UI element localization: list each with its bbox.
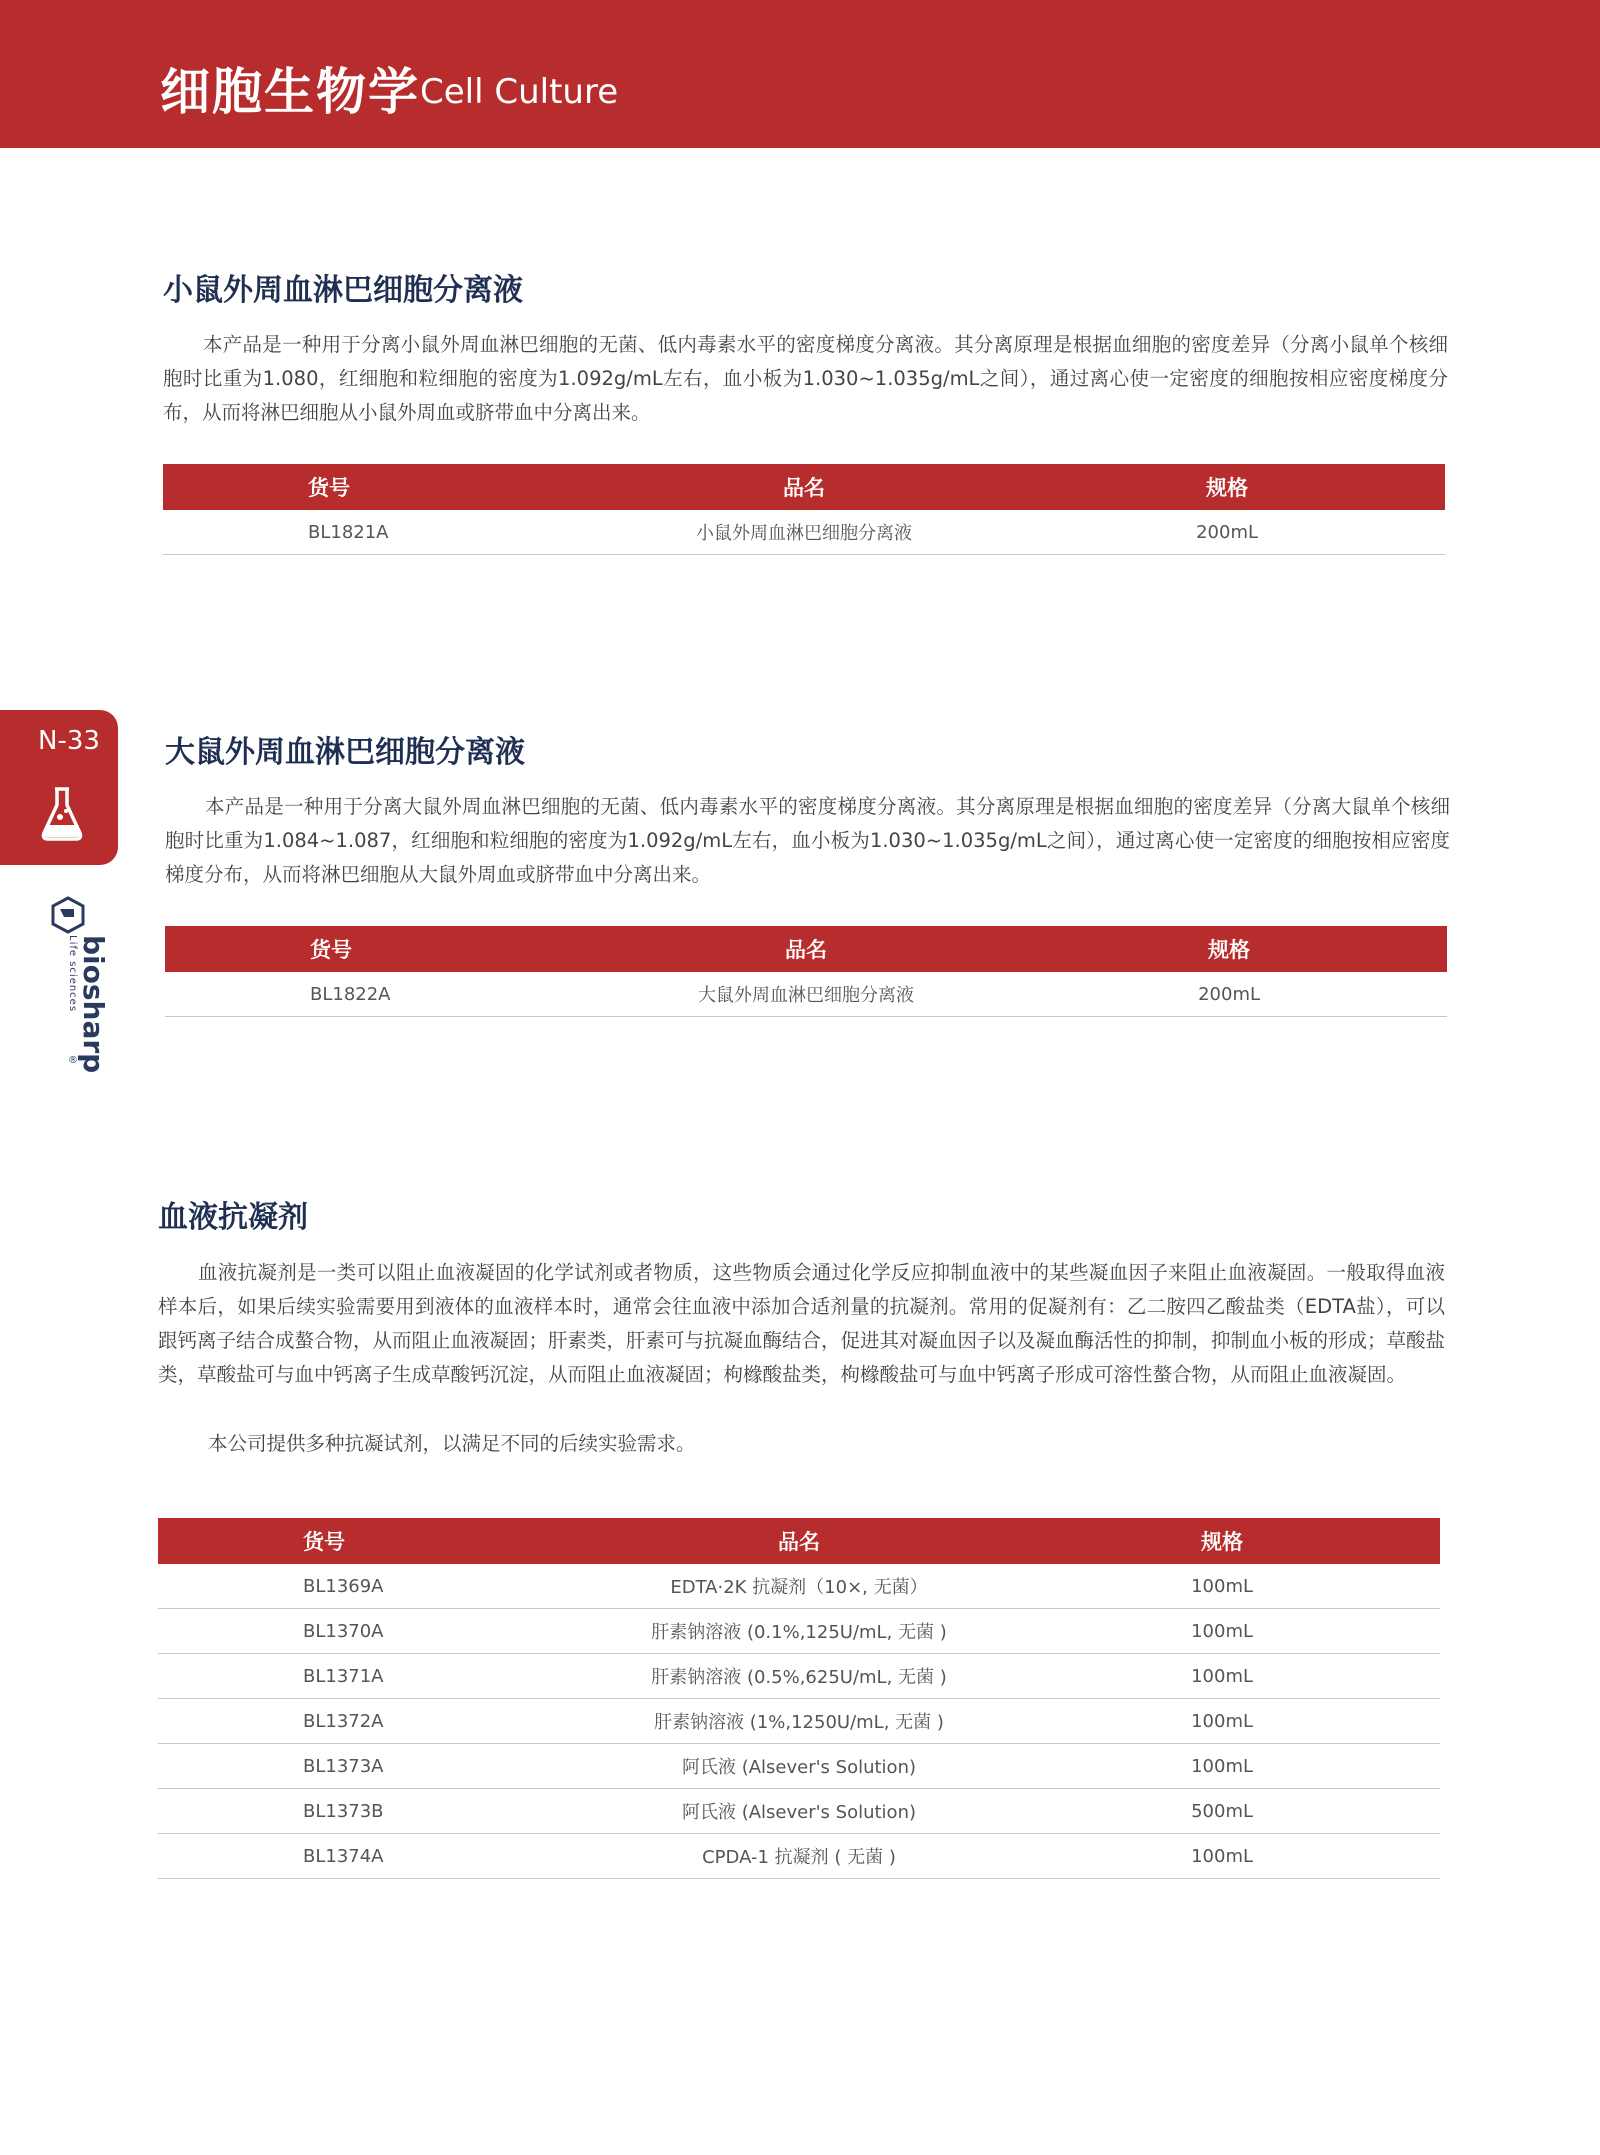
cell-name: 肝素钠溶液 (1%,1250U/mL, 无菌 ) bbox=[594, 1699, 1004, 1744]
cell-name: 大鼠外周血淋巴细胞分离液 bbox=[601, 972, 1011, 1017]
cell-name: 小鼠外周血淋巴细胞分离液 bbox=[599, 510, 1009, 555]
section-title-anticoagulant: 血液抗凝剂 bbox=[158, 1200, 308, 1235]
column-header-spec: 规格 bbox=[1011, 926, 1447, 972]
header-title-cn: 细胞生物学 bbox=[160, 63, 420, 121]
cell-sku: BL1373B bbox=[158, 1789, 594, 1834]
cell-name: 肝素钠溶液 (0.5%,625U/mL, 无菌 ) bbox=[594, 1654, 1004, 1699]
section-description-anticoagulant: 血液抗凝剂是一类可以阻止血液凝固的化学试剂或者物质，这些物质会通过化学反应抑制血液中的某些凝血因子来阻止血液凝固。一般取得血液样本后，如果后续实验需要用到液体的血液样本时，通常会往血液中添加合适剂量的抗凝剂。常用的促凝剂有：乙二胺四乙酸盐类（EDTA盐），可以跟钙离子结合成螯合物，从而阻止血液凝固；肝素类，肝素可与抗凝血酶结合，促进其对凝血因子以及凝血酶活性的抑制，抑制血小板的形成；草酸盐类，草酸盐可与血中钙离子生成草酸钙沉淀，从而阻止血液凝固；枸橼酸盐类，枸橼酸盐可与血中钙离子形成可溶性螯合物，从而阻止血液凝固。 bbox=[158, 1261, 1446, 1386]
flask-icon bbox=[40, 785, 84, 841]
side-page-tab bbox=[0, 710, 118, 865]
header-title-en: Cell Culture bbox=[420, 72, 619, 112]
cell-sku: BL1372A bbox=[158, 1699, 594, 1744]
cell-sku: BL1822A bbox=[165, 972, 601, 1017]
cell-spec: 500mL bbox=[1004, 1789, 1440, 1834]
section-title-rat: 大鼠外周血淋巴细胞分离液 bbox=[165, 735, 525, 770]
biosharp-logo-icon bbox=[48, 895, 88, 935]
table-row bbox=[158, 1789, 1440, 1834]
table-header-row bbox=[165, 926, 1447, 972]
cell-spec: 100mL bbox=[1004, 1654, 1440, 1699]
page-number: N-33 bbox=[38, 726, 100, 756]
product-table-anticoagulant bbox=[158, 1518, 1440, 1879]
cell-name: 肝素钠溶液 (0.1%,125U/mL, 无菌 ) bbox=[594, 1609, 1004, 1654]
table-row bbox=[158, 1609, 1440, 1654]
product-table-rat bbox=[165, 926, 1447, 1017]
section-description-mouse: 本产品是一种用于分离小鼠外周血淋巴细胞的无菌、低内毒素水平的密度梯度分离液。其分离原理是根据血细胞的密度差异（分离小鼠单个核细胞时比重为1.080，红细胞和粒细胞的密度为1.092g/mL左右，血小板为1.030~1.035g/mL之间），通过离心使一定密度的细胞按相应密度梯度分布，从而将淋巴细胞从小鼠外周血或脐带血中分离出来。 bbox=[163, 333, 1448, 424]
section-title-mouse: 小鼠外周血淋巴细胞分离液 bbox=[163, 273, 523, 308]
table-row bbox=[163, 510, 1445, 555]
table-row bbox=[158, 1834, 1440, 1879]
brand-name: biosharp bbox=[77, 935, 110, 1074]
cell-name: CPDA-1 抗凝剂 ( 无菌 ) bbox=[594, 1834, 1004, 1879]
table-row bbox=[165, 972, 1447, 1017]
brand-logo bbox=[48, 895, 110, 1074]
table-header-row bbox=[158, 1518, 1440, 1564]
section-description-rat: 本产品是一种用于分离大鼠外周血淋巴细胞的无菌、低内毒素水平的密度梯度分离液。其分离原理是根据血细胞的密度差异（分离大鼠单个核细胞时比重为1.084~1.087，红细胞和粒细胞的密度为1.092g/mL左右，血小板为1.030~1.035g/mL之间），通过离心使一定密度的细胞按相应密度梯度分布，从而将淋巴细胞从大鼠外周血或脐带血中分离出来。 bbox=[165, 795, 1450, 886]
cell-sku: BL1821A bbox=[163, 510, 599, 555]
header-banner bbox=[0, 0, 1600, 148]
cell-name: 阿氏液 (Alsever's Solution) bbox=[594, 1744, 1004, 1789]
cell-spec: 100mL bbox=[1004, 1834, 1440, 1879]
table-row bbox=[158, 1654, 1440, 1699]
table-header-row bbox=[163, 464, 1445, 510]
table-row bbox=[158, 1564, 1440, 1609]
cell-sku: BL1373A bbox=[158, 1744, 594, 1789]
cell-sku: BL1369A bbox=[158, 1564, 594, 1609]
cell-name: 阿氏液 (Alsever's Solution) bbox=[594, 1789, 1004, 1834]
cell-spec: 100mL bbox=[1004, 1744, 1440, 1789]
cell-spec: 200mL bbox=[1011, 972, 1447, 1017]
column-header-spec: 规格 bbox=[1004, 1518, 1440, 1564]
column-header-sku: 货号 bbox=[158, 1518, 594, 1564]
column-header-name: 品名 bbox=[601, 926, 1011, 972]
cell-sku: BL1370A bbox=[158, 1609, 594, 1654]
cell-sku: BL1374A bbox=[158, 1834, 594, 1879]
column-header-spec: 规格 bbox=[1009, 464, 1445, 510]
table-row bbox=[158, 1744, 1440, 1789]
cell-spec: 100mL bbox=[1004, 1699, 1440, 1744]
column-header-sku: 货号 bbox=[165, 926, 601, 972]
cell-spec: 100mL bbox=[1004, 1609, 1440, 1654]
cell-sku: BL1371A bbox=[158, 1654, 594, 1699]
column-header-sku: 货号 bbox=[163, 464, 599, 510]
brand-tagline: Life sciences bbox=[67, 935, 78, 1013]
column-header-name: 品名 bbox=[599, 464, 1009, 510]
cell-name: EDTA·2K 抗凝剂（10×, 无菌） bbox=[594, 1564, 1004, 1609]
cell-spec: 100mL bbox=[1004, 1564, 1440, 1609]
cell-spec: 200mL bbox=[1009, 510, 1445, 555]
table-row bbox=[158, 1699, 1440, 1744]
brand-registered-mark: ® bbox=[68, 1055, 78, 1066]
product-table-mouse bbox=[163, 464, 1445, 555]
section-note-anticoagulant: 本公司提供多种抗凝试剂，以满足不同的后续实验需求。 bbox=[208, 1432, 696, 1455]
column-header-name: 品名 bbox=[594, 1518, 1004, 1564]
